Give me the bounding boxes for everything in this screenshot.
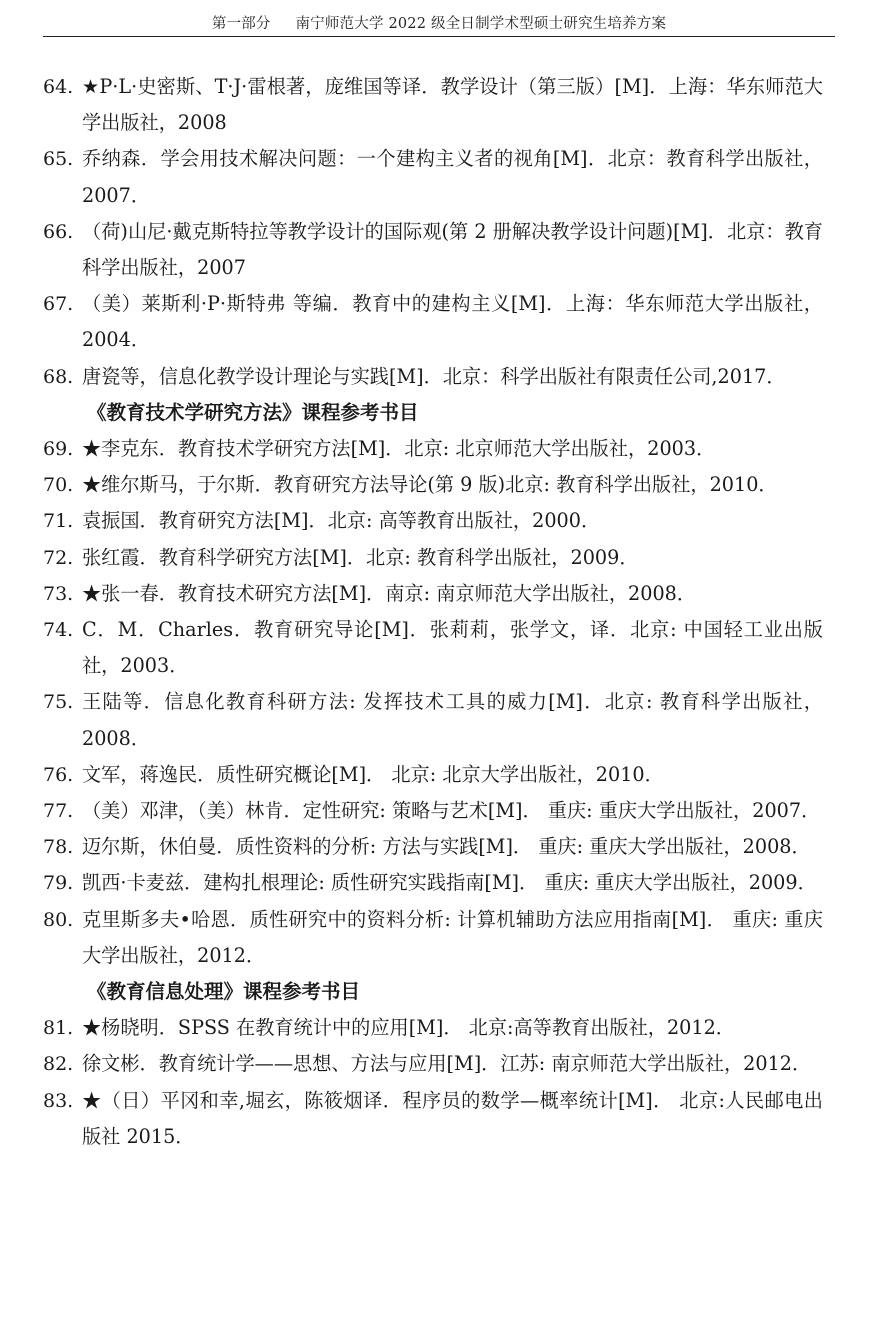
reference-number: 77. xyxy=(43,800,74,823)
reference-text: 迈尔斯，休伯曼．质性资料的分析: 方法与实践[M]． 重庆: 重庆大学出版社，2008． xyxy=(82,835,811,859)
reference-entry xyxy=(43,1046,823,1082)
reference-number: 68. xyxy=(43,365,74,388)
reference-entry xyxy=(43,902,823,974)
reference-entry xyxy=(43,214,823,286)
page-header xyxy=(43,0,835,37)
header-title: 南宁师范大学 2022 级全日制学术型硕士研究生培养方案 xyxy=(295,16,667,32)
reference-number: 65. xyxy=(43,148,74,171)
reference-number: 64. xyxy=(43,76,74,98)
header-part: 第一部分 xyxy=(211,16,271,32)
reference-text: ★维尔斯马，于尔斯．教育研究方法导论(第 9 版)北京: 教育科学出版社，2010． xyxy=(82,473,778,497)
reference-entry xyxy=(43,757,823,793)
reference-text: 克里斯多夫•哈恩．质性研究中的资料分析: 计算机辅助方法应用指南[M]． 重庆: 重庆大学出版社，2012． xyxy=(82,907,823,967)
reference-entry xyxy=(43,829,823,865)
section-heading: 《教育信息处理》课程参考书目 xyxy=(87,980,361,1004)
reference-entry xyxy=(43,467,823,503)
reference-entry xyxy=(43,431,823,467)
reference-number: 75. xyxy=(43,691,74,714)
reference-text: （美）邓津，（美）林肯．定性研究: 策略与艺术[M]． 重庆: 重庆大学出版社，2007． xyxy=(82,799,821,823)
reference-text: 乔纳森．学会用技术解决问题：一个建构主义者的视角[M]．北京：教育科学出版社，2007． xyxy=(82,147,823,207)
reference-text: ★李克东．教育技术学研究方法[M]．北京: 北京师范大学出版社，2003． xyxy=(82,437,716,461)
reference-text: 唐瓷等，信息化教学设计理论与实践[M]．北京：科学出版社有限责任公司,2017． xyxy=(82,364,786,388)
reference-number: 67. xyxy=(43,293,74,316)
reference-number: 78. xyxy=(43,836,74,859)
reference-list xyxy=(43,69,823,1155)
reference-entry xyxy=(43,286,823,358)
reference-entry xyxy=(43,503,823,539)
reference-text: ★杨晓明．SPSS 在教育统计中的应用[M]． 北京:高等教育出版社，2012． xyxy=(82,1016,735,1040)
reference-entry xyxy=(43,865,823,901)
reference-entry xyxy=(43,540,823,576)
reference-entry xyxy=(43,359,823,395)
reference-number: 79. xyxy=(43,872,74,895)
reference-number: 73. xyxy=(43,582,74,605)
reference-text: （美）莱斯利·P·斯特弗 等编．教育中的建构主义[M]．上海：华东师范大学出版社，2004． xyxy=(82,292,823,352)
reference-text: 袁振国．教育研究方法[M]．北京: 高等教育出版社，2000． xyxy=(82,509,601,533)
reference-number: 70. xyxy=(43,474,74,497)
reference-number: 72. xyxy=(43,546,74,569)
reference-text: 凯西·卡麦兹．建构扎根理论: 质性研究实践指南[M]． 重庆: 重庆大学出版社，2009． xyxy=(82,871,817,895)
reference-entry xyxy=(43,1010,823,1046)
reference-number: 74. xyxy=(43,619,74,642)
reference-text: C．M．Charles．教育研究导论[M]．张莉莉，张学文，译．北京: 中国轻工业出版社，2003． xyxy=(82,618,823,678)
reference-text: 张红霞．教育科学研究方法[M]．北京: 教育科学出版社，2009． xyxy=(82,545,639,569)
reference-entry xyxy=(43,576,823,612)
reference-entry xyxy=(43,612,823,684)
reference-number: 71. xyxy=(43,510,74,533)
reference-text: ★（日）平冈和幸,堀玄，陈筱烟译．程序员的数学—概率统计[M]． 北京:人民邮电出版社 2015． xyxy=(82,1088,823,1148)
reference-text: 徐文彬．教育统计学——思想、方法与应用[M]．江苏: 南京师范大学出版社，2012． xyxy=(82,1052,812,1076)
reference-number: 83. xyxy=(43,1089,74,1112)
reference-number: 76. xyxy=(43,763,74,786)
reference-entry xyxy=(43,69,823,141)
reference-entry xyxy=(43,793,823,829)
reference-text: （荷)山尼·戴克斯特拉等教学设计的国际观(第 2 册解决教学设计问题)[M]．北京：教育科学出版社，2007 xyxy=(82,219,823,280)
reference-text: 王陆等．信息化教育科研方法: 发挥技术工具的威力[M]．北京: 教育科学出版社，2008． xyxy=(82,690,823,750)
reference-number: 81. xyxy=(43,1017,74,1040)
header-text xyxy=(43,12,835,33)
reference-entry xyxy=(43,684,823,756)
reference-text: ★P·L·史密斯、T·J·雷根著，庞维国等译．教学设计（第三版）[M]．上海：华东师范大学出版社，2008 xyxy=(82,75,823,135)
reference-number: 82. xyxy=(43,1053,74,1076)
reference-number: 66. xyxy=(43,220,74,243)
reference-text: 文军，蒋逸民．质性研究概论[M]． 北京: 北京大学出版社，2010． xyxy=(82,762,664,786)
reference-text: ★张一春．教育技术研究方法[M]．南京: 南京师范大学出版社，2008． xyxy=(82,581,697,605)
section-heading: 《教育技术学研究方法》课程参考书目 xyxy=(87,400,419,424)
reference-entry xyxy=(43,141,823,213)
reference-number: 69. xyxy=(43,438,74,461)
reference-number: 80. xyxy=(43,908,74,931)
reference-entry xyxy=(43,1083,823,1155)
